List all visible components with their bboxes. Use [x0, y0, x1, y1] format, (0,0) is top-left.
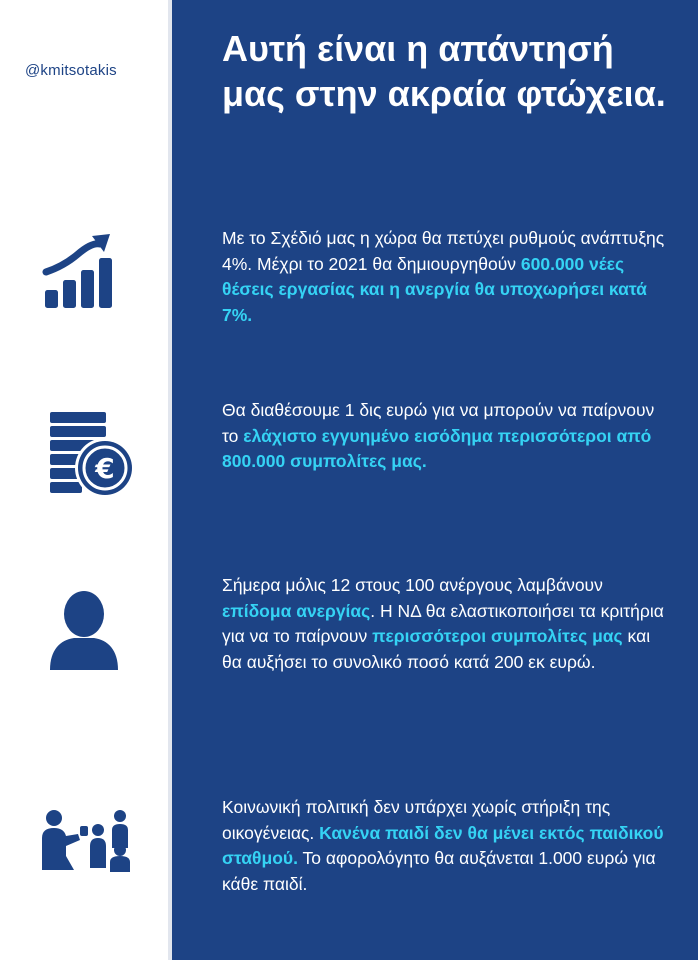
section-4-highlight: Κανένα παιδί δεν θα μένει εκτός παιδικού σταθμού.	[222, 822, 664, 868]
section-2-text-a: Θα διαθέσουμε 1 δις ευρώ για να μπορούν να παίρνουν το	[222, 400, 655, 446]
headline: Αυτή είναι η απάντησή μας στην ακραία φτώχεια.	[222, 28, 666, 114]
section-3-highlight-b: περισσότεροι συμπολίτες μας	[372, 626, 623, 646]
section-3-highlight-a: επίδομα ανεργίας	[222, 600, 371, 621]
section-2-text	[222, 398, 672, 475]
svg-text:€: €	[95, 452, 115, 485]
section-3-text-a: Σήμερα μόλις 12 στους 100 ανέργους λαμβάνουν	[222, 575, 603, 595]
section-3-text-c: και θα αυξήσει το συνολικό ποσό κατά 200 εκ ευρώ.	[222, 626, 651, 672]
section-1-text-a: Με το Σχέδιό μας η χώρα θα πετύχει ρυθμούς ανάπτυξης 4%. Μέχρι το 2021 θα δημιουργηθούν	[222, 228, 665, 274]
section-2-highlight: ελάχιστο εγγυημένο εισόδημα περισσότεροι από 800.000 συμπολίτες μας.	[222, 425, 652, 471]
section-4-text	[222, 795, 672, 897]
family-icon	[40, 808, 134, 874]
section-4-text-b: Το αφορολόγητο θα αυξάνεται 1.000 ευρώ για κάθε παιδί.	[222, 848, 656, 894]
growth-chart-icon	[42, 232, 122, 310]
section-4-text-a: Κοινωνική πολιτική δεν υπάρχει χωρίς στήριξη της οικογένειας.	[222, 797, 611, 843]
section-3-text	[222, 573, 672, 675]
section-3-text-b: . Η ΝΔ θα ελαστικοποιήσει τα κριτήρια για να το παίρνουν	[222, 600, 664, 646]
euro-coins-icon	[48, 410, 134, 500]
person-icon	[48, 588, 120, 672]
twitter-handle: @kmitsotakis	[25, 62, 117, 79]
section-1-highlight: 600.000 νέες θέσεις εργασίας και η ανεργία θα υποχωρήσει κατά 7%.	[222, 253, 647, 325]
section-1-text	[222, 226, 672, 328]
